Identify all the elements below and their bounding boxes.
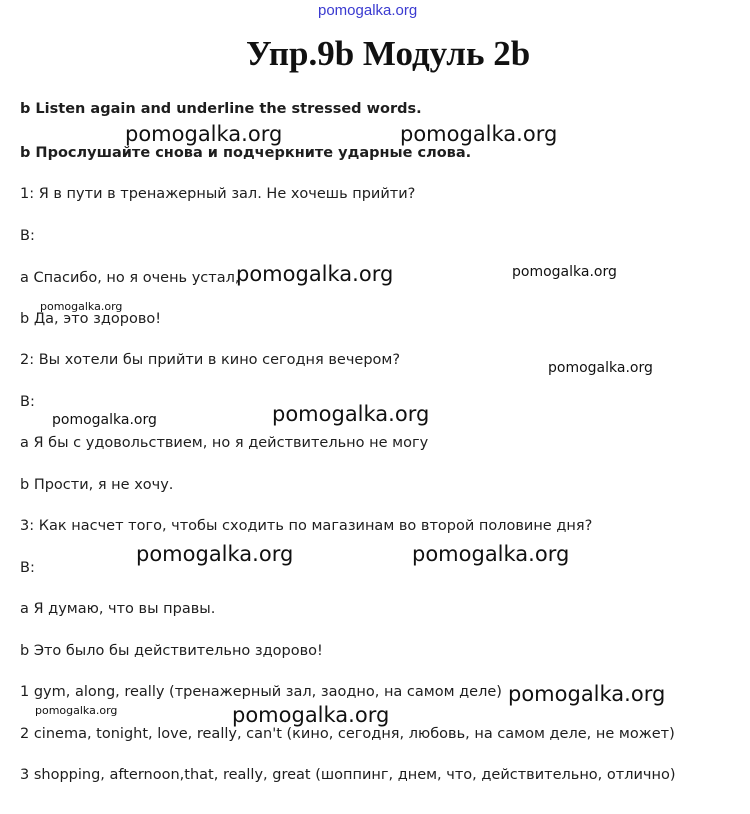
watermark: pomogalka.org	[52, 412, 157, 428]
watermark: pomogalka.org	[136, 542, 294, 566]
watermark: pomogalka.org	[35, 704, 118, 717]
watermark: pomogalka.org	[512, 264, 617, 280]
dialogue-1-question: 1: Я в пути в тренажерный зал. Не хочешь прийти?	[20, 186, 416, 202]
watermark: pomogalka.org	[232, 703, 390, 727]
watermark: pomogalka.org	[125, 122, 283, 146]
site-mark: pomogalka.org	[318, 2, 418, 19]
dialogue-3-option-b: b Это было бы действительно здорово!	[20, 643, 323, 659]
watermark: pomogalka.org	[272, 402, 430, 426]
dialogue-2-question: 2: Вы хотели бы прийти в кино сегодня вечером?	[20, 352, 401, 368]
page-title: Упр.9b Модуль 2b	[246, 34, 531, 73]
answer-3: 3 shopping, afternoon,that, really, great (шоппинг, днем, что, действительно, отлично)	[20, 767, 676, 783]
instruction-ru: b Прослушайте снова и подчеркните ударные слова.	[20, 145, 472, 161]
instruction-en: b Listen again and underline the stressed words.	[20, 101, 422, 117]
dialogue-1-speaker: В:	[20, 228, 35, 244]
dialogue-2-option-a: a Я бы с удовольствием, но я действительно не могу	[20, 435, 429, 451]
watermark: pomogalka.org	[40, 300, 123, 313]
watermark: pomogalka.org	[412, 542, 570, 566]
dialogue-3-question: 3: Как насчет того, чтобы сходить по магазинам во второй половине дня?	[20, 518, 593, 534]
dialogue-2-option-b: b Прости, я не хочу.	[20, 477, 174, 493]
answer-1: 1 gym, along, really (тренажерный зал, заодно, на самом деле)	[20, 684, 502, 700]
dialogue-1-option-a: a Спасибо, но я очень устал,	[20, 270, 240, 286]
watermark: pomogalka.org	[236, 262, 394, 286]
answer-2: 2 cinema, tonight, love, really, can't (кино, сегодня, любовь, на самом деле, не может)	[20, 726, 675, 742]
dialogue-2-speaker: В:	[20, 394, 35, 410]
dialogue-3-option-a: a Я думаю, что вы правы.	[20, 601, 216, 617]
dialogue-3-speaker: В:	[20, 560, 35, 576]
watermark: pomogalka.org	[508, 682, 666, 706]
watermark: pomogalka.org	[548, 360, 653, 376]
dialogue-1-option-b: b Да, это здорово!	[20, 311, 162, 327]
watermark: pomogalka.org	[400, 122, 558, 146]
